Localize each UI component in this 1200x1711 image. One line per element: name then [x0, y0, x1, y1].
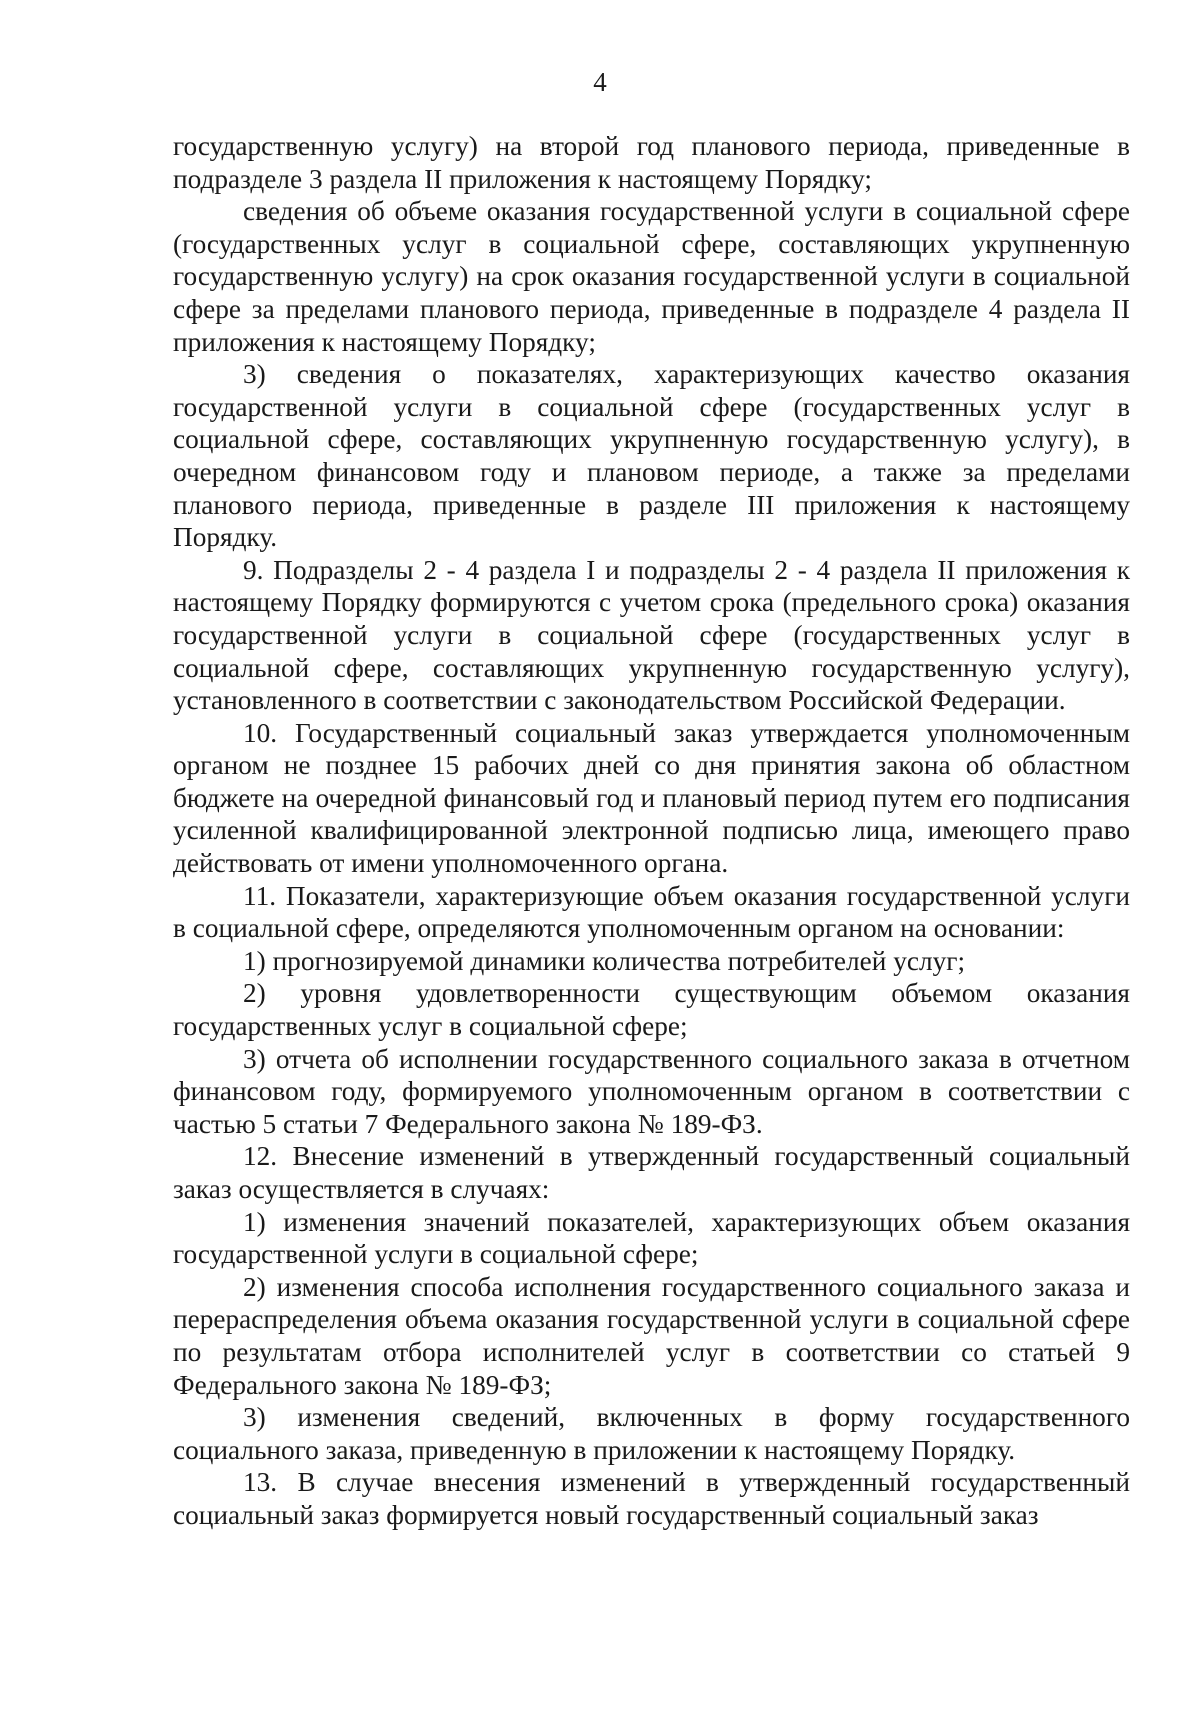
paragraph-clause-11-item-1: 1) прогнозируемой динамики количества потребителей услуг; — [243, 945, 966, 976]
paragraph-clause-12-item-3: 3) изменения сведений, включенных в форму государственного социального заказа, приведенную в приложении к настоящему Порядку. — [173, 1402, 1130, 1465]
paragraph-quality-indicators: 3) сведения о показателях, характеризующих качество оказания государственной услуги в социальной сфере (государственных услуг в социальной сфере, составляющих укрупненную государственную услугу), в очередном финансовом году и плановом периоде, а также за пределами планового периода, приведенные в разделе III приложения к настоящему Порядку. — [173, 359, 1130, 553]
paragraph-clause-10: 10. Государственный социальный заказ утверждается уполномоченным органом не позднее 15 рабочих дней со дня принятия закона об областном бюджете на очередной финансовый год и плановый период путем его подписания усиленной квалифицированной электронной подписью лица, имеющего право действовать от имени уполномоченного органа. — [173, 717, 1130, 879]
paragraph-clause-13: 13. В случае внесения изменений в утвержденный государственный социальный заказ формируется новый государственный социальный заказ — [173, 1467, 1130, 1530]
paragraph-clause-12-item-2: 2) изменения способа исполнения государственного социального заказа и перераспределения объема оказания государственной услуги в социальной сфере по результатам отбора исполнителей услуг в соответствии со статьей 9 Федерального закона № 189-ФЗ; — [173, 1271, 1130, 1400]
paragraph-clause-12: 12. Внесение изменений в утвержденный государственный социальный заказ осуществляется в случаях: — [173, 1141, 1130, 1204]
paragraph-clause-11-item-2: 2) уровня удовлетворенности существующим объемом оказания государственных услуг в социальной сфере; — [173, 978, 1130, 1042]
paragraph-clause-11-item-3: 3) отчета об исполнении государственного социального заказа в отчетном финансовом году, формируемого уполномоченным органом в соответствии с частью 5 статьи 7 Федерального закона № 189-ФЗ. — [173, 1043, 1130, 1139]
page-number: 4 — [593, 67, 607, 97]
document-body — [173, 130, 1130, 1532]
paragraph-clause-9: 9. Подразделы 2 - 4 раздела I и подразделы 2 - 4 раздела II приложения к настоящему Порядку формируются с учетом срока (предельного срока) оказания государственной услуги в социальной сфере (государственных услуг в социальной сфере, составляющих укрупненную государственную услугу), установленного в соответствии с законодательством Российской Федерации. — [173, 554, 1130, 716]
paragraph-clause-11: 11. Показатели, характеризующие объем оказания государственной услуги в социальной сфере, определяются уполномоченным органом на основании: — [173, 880, 1130, 944]
paragraph-continuation: государственную услугу) на второй год планового периода, приведенные в подразделе 3 раздела II приложения к настоящему Порядку; — [173, 131, 1130, 194]
paragraph-clause-12-item-1: 1) изменения значений показателей, характеризующих объем оказания государственной услуги в социальной сфере; — [173, 1206, 1130, 1270]
paragraph-volume-beyond-period: сведения об объеме оказания государственной услуги в социальной сфере (государственных услуг в социальной сфере, составляющих укрупненную государственную услугу) на срок оказания государственной услуги в социальной сфере за пределами планового периода, приведенные в подразделе 4 раздела II приложения к настоящему Порядку; — [173, 196, 1130, 357]
